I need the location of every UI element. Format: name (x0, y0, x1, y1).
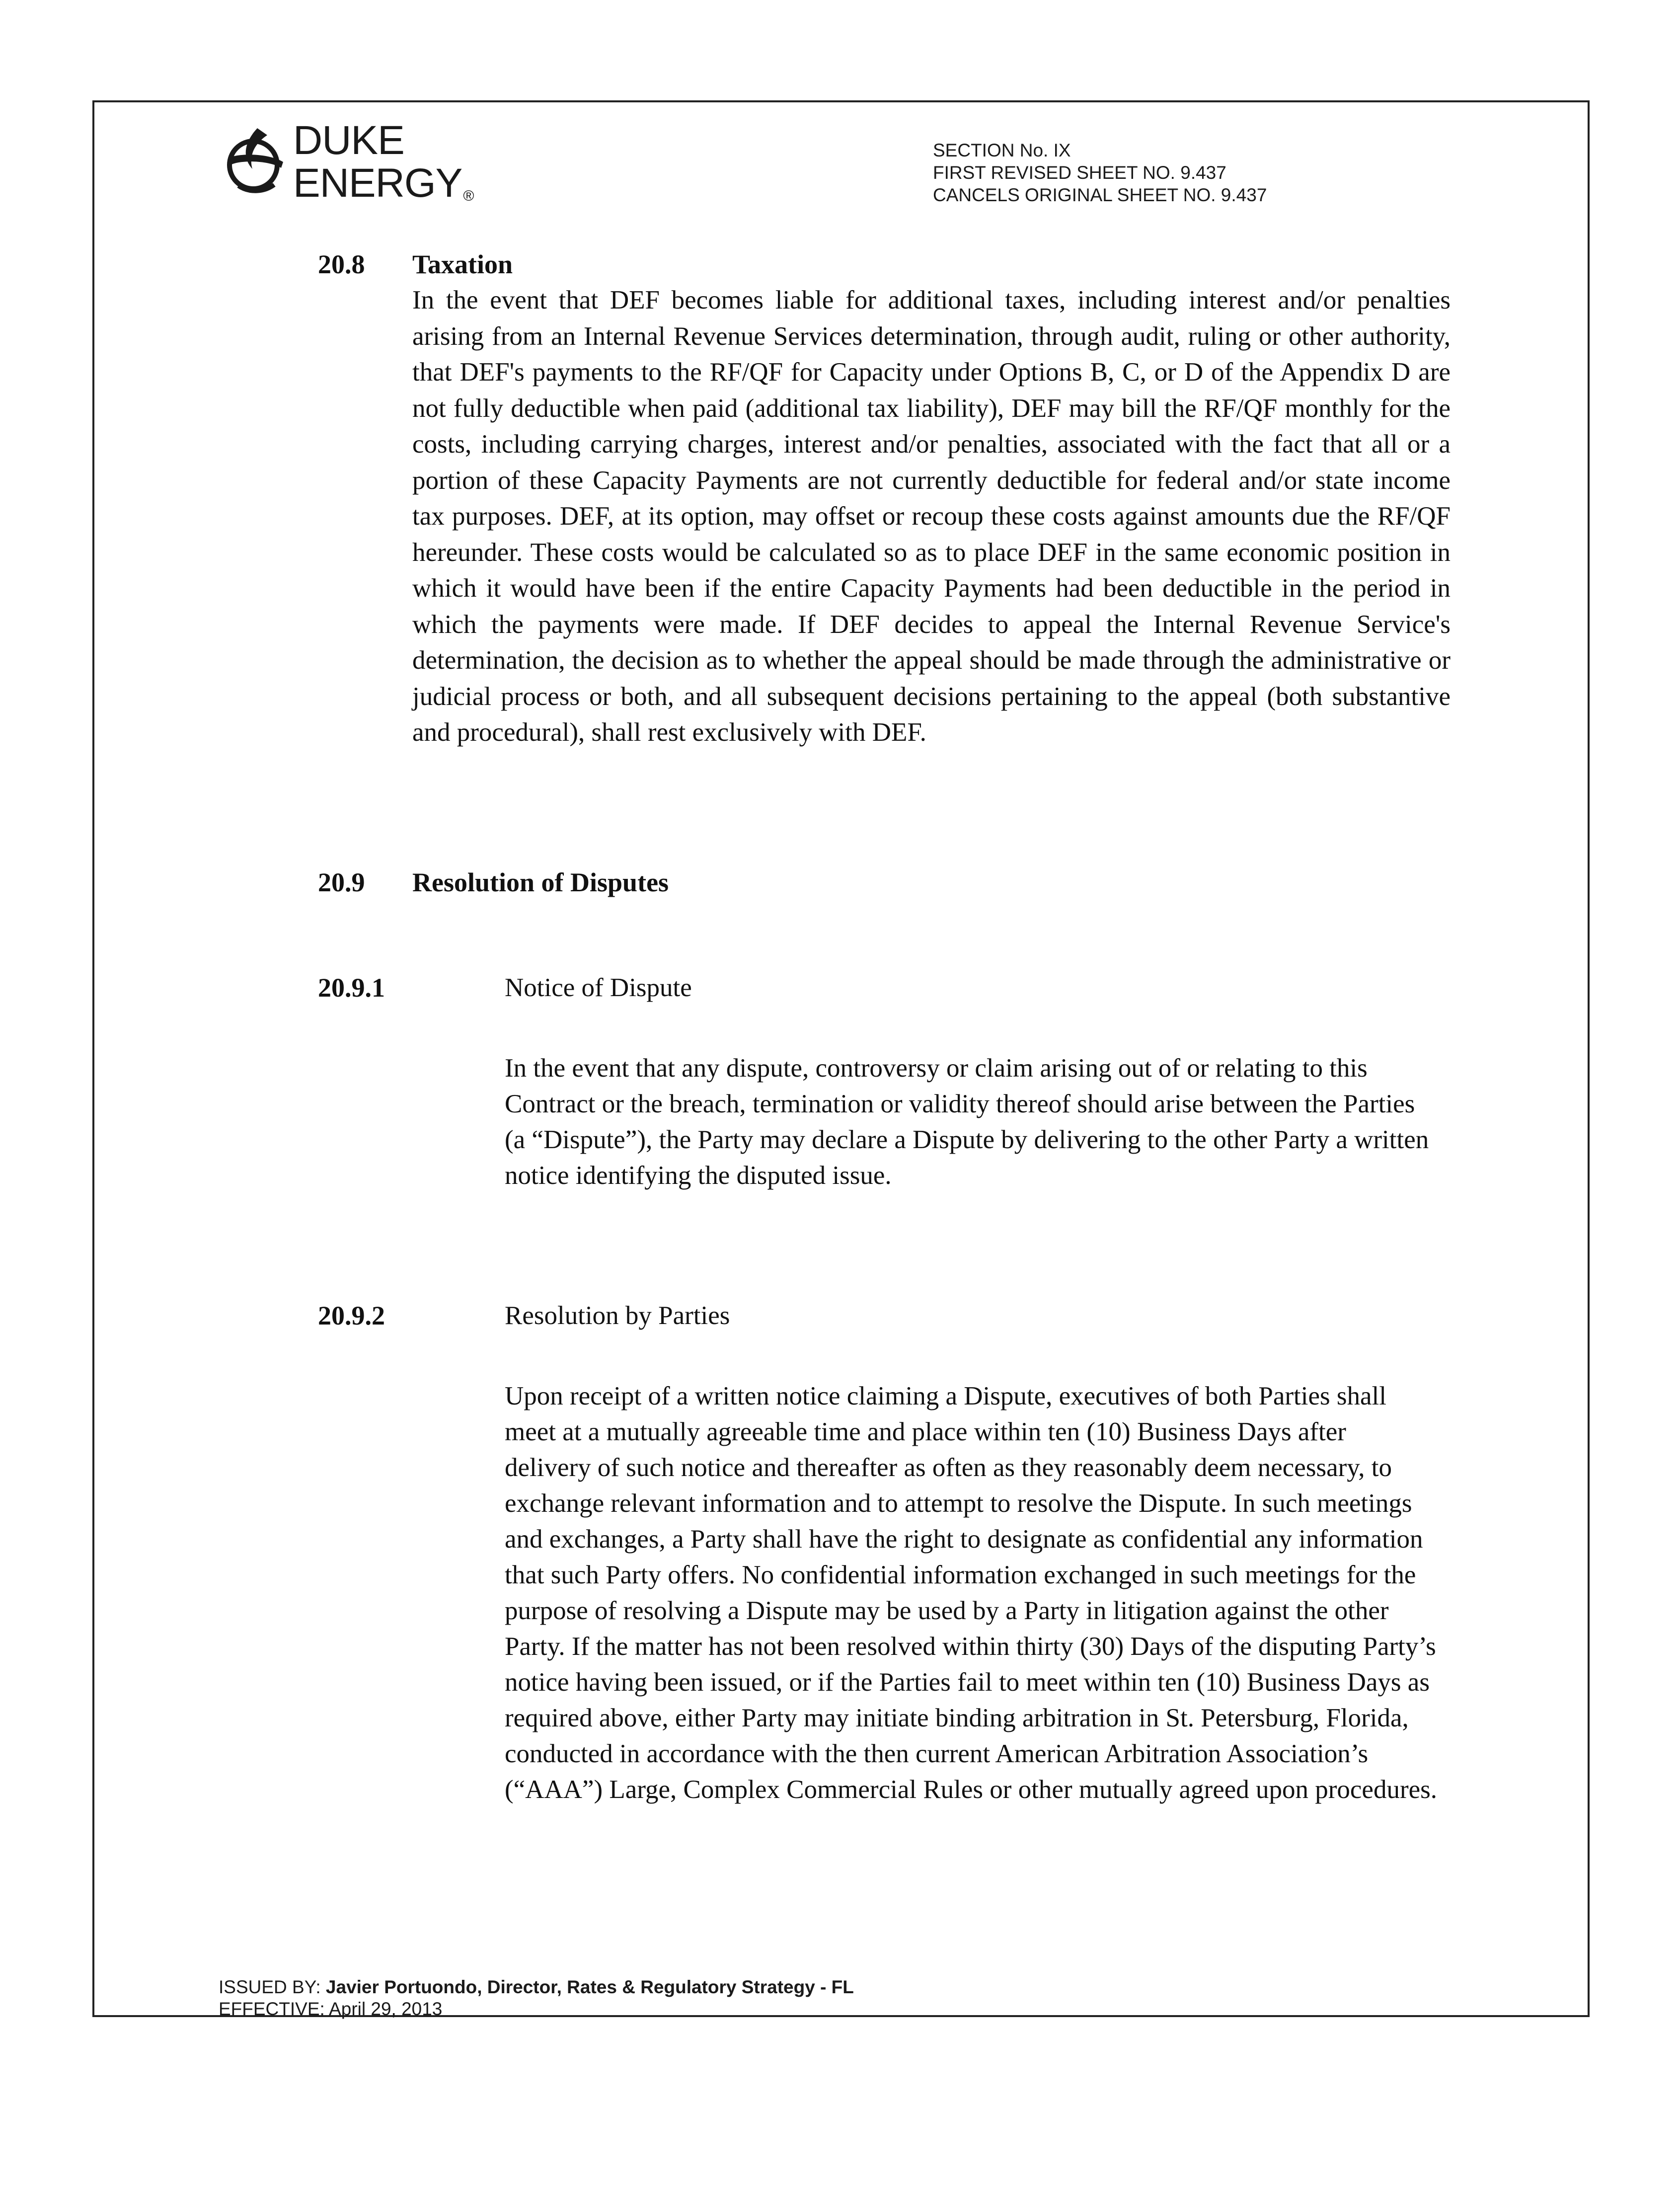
section-number: 20.9 (318, 867, 365, 897)
effective-line (219, 1998, 854, 2020)
sheet-header (933, 139, 1267, 206)
section-paragraph: In the event that DEF becomes liable for additional taxes, including interest and/or penalties arising from an Internal Revenue Services determination, through audit, ruling or other authority, that DEF's payments to the RF/QF for Capacity under Options B, C, or D of the Appendix D are not fully deductible when paid (additional tax liability), DEF may bill the RF/QF monthly for the costs, including carrying charges, interest and/or penalties, associated with the fact that all or a portion of these Capacity Payments are not currently deductible for federal and/or state income tax purposes. DEF, at its option, may offset or recoup these costs against amounts due the RF/QF hereunder. These costs would be calculated so as to place DEF in the same economic position in which it would have been if the entire Capacity Payments had been deductible in the period in which the payments were made. If DEF decides to appeal the Internal Revenue Service's determination, the decision as to whether the appeal should be made through the administrative or judicial process or both, and all subsequent decisions pertaining to the appeal (both substantive and procedural), shall rest exclusively with DEF. (412, 286, 1451, 747)
issued-by-value: Javier Portuondo, Director, Rates & Regulatory Strategy - FL (325, 1977, 854, 1997)
logo-wordmark (293, 119, 473, 218)
subsection-paragraph: In the event that any dispute, controversy or claim arising out of or relating to this Contract or the breach, termination or validity thereof should arise between the Parties (a “Dispute”), the Party may declare a Dispute by delivering to the other Party a written notice identifying the disputed issue. (505, 1054, 1429, 1190)
cancels-note: CANCELS ORIGINAL SHEET NO. 9.437 (933, 185, 1267, 205)
subsection-number: 20.9.2 (318, 1301, 385, 1330)
section-number: 20.8 (318, 249, 365, 279)
tariff-footer (219, 1976, 854, 2020)
effective-label: EFFECTIVE: (219, 1999, 325, 2019)
duke-energy-logo (214, 119, 492, 214)
subsection-title: Notice of Dispute (505, 973, 692, 1002)
logo-line-2: ENERGY® (293, 160, 474, 206)
section-title: Resolution of Disputes (412, 867, 669, 897)
subsection-title: Resolution by Parties (505, 1301, 730, 1330)
effective-date: April 29, 2013 (329, 1999, 443, 2019)
issued-by-line (219, 1976, 854, 1998)
sheet-number: FIRST REVISED SHEET NO. 9.437 (933, 162, 1226, 183)
subsection-paragraph: Upon receipt of a written notice claiming a Dispute, executives of both Parties shall meet at a mutually agreeable time and place within ten (10) Business Days after delivery of such notice and thereafter as often as they reasonably deem necessary, to exchange relevant information and to attempt to resolve the Dispute. In such meetings and exchanges, a Party shall have the right to designate as confidential any information that such Party offers. No confidential information exchanged in such meetings for the purpose of resolving a Dispute may be used by a Party in litigation against the other Party. If the matter has not been resolved within thirty (30) Days of the disputing Party’s notice having been issued, or if the Parties fail to meet within ten (10) Business Days as required above, either Party may initiate binding arbitration in St. Petersburg, Florida, conducted in accordance with the then current American Arbitration Association’s (“AAA”) Large, Complex Commercial Rules or other mutually agreed upon procedures. (505, 1382, 1437, 1804)
logo-line-1: DUKE (293, 118, 404, 163)
duke-energy-logo-icon (214, 123, 293, 203)
section-title: Taxation (412, 249, 513, 279)
subsection-number: 20.9.1 (318, 973, 385, 1003)
registered-mark: ® (463, 188, 474, 204)
issued-by-label: ISSUED BY: (219, 1977, 321, 1997)
section-label: SECTION No. IX (933, 140, 1071, 160)
